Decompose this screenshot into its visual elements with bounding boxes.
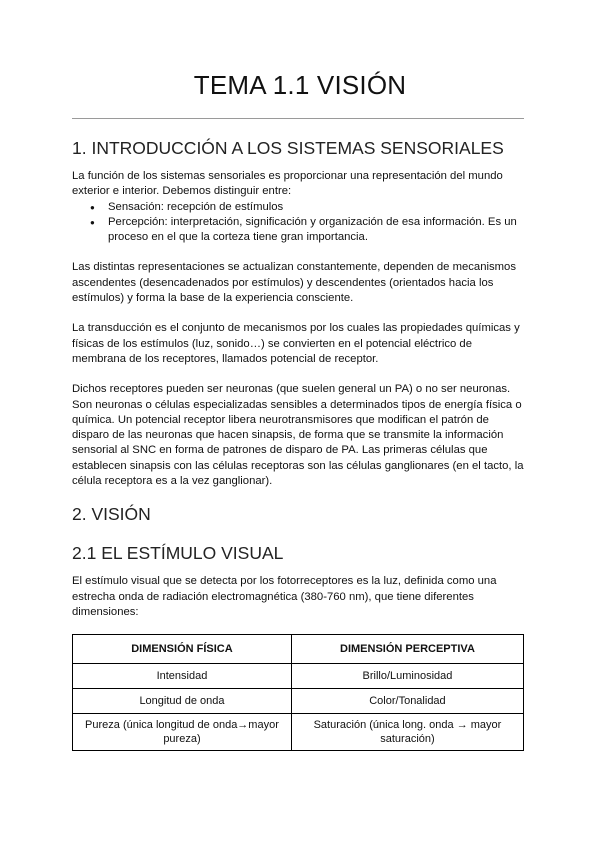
paragraph: El estímulo visual que se detecta por los fotorreceptores es la luz, definida como una estrecha onda de radiación electromagnética (380-760 nm), que tiene diferentes dimensiones: [72, 575, 497, 618]
table-cell: Brillo/Luminosidad [291, 664, 523, 689]
table-header-row [73, 635, 524, 664]
table-row [73, 714, 524, 751]
page-title: TEMA 1.1 VISIÓN [193, 70, 407, 100]
section-heading-vision: 2. VISIÓN [72, 504, 151, 525]
table-cell: Saturación (única long. onda → mayor saturación) [291, 714, 523, 751]
table-cell: Intensidad [73, 664, 292, 689]
table-cell: Color/Tonalidad [291, 689, 523, 714]
document-body [72, 138, 528, 751]
table-row [73, 689, 524, 714]
table-row [73, 664, 524, 689]
section-heading-visual-stimulus: 2.1 EL ESTÍMULO VISUAL [72, 543, 284, 564]
title-divider [72, 118, 524, 119]
list-item: ● Sensación: recepción de estímulos [108, 200, 528, 215]
dimensions-table [72, 634, 524, 751]
section-heading-intro: 1. INTRODUCCIÓN A LOS SISTEMAS SENSORIALES [72, 138, 504, 158]
paragraph: La función de los sistemas sensoriales es proporcionar una representación del mundo exterior e interior. Debemos distinguir entre: [72, 170, 503, 198]
table-cell: Pureza (única longitud de onda→mayor pureza) [73, 714, 292, 751]
paragraph: La transducción es el conjunto de mecanismos por los cuales las propiedades químicas y físicas de los estímulos (luz, sonido…) se convierten en el potencial eléctrico de membrana de los receptores, llamados potencial de receptor. [72, 322, 520, 365]
bullet-list [72, 200, 528, 246]
paragraph: Dichos receptores pueden ser neuronas (que suelen general un PA) o no ser neuronas. Son neuronas o células especializadas sensibles a determinados tipos de energía física o química. Un potencial receptor libera neurotransmisores que modifican el patrón de disparo de las neuronas que hacen sinapsis, de forma que se transmite la información sensorial al SNC en forma de patrones de disparo de PA. Las primeras células que establecen sinapsis con las células receptoras son las células ganglionares (en el tacto, la célula receptora es a la vez ganglionar). [72, 383, 524, 488]
table-header-cell: DIMENSIÓN PERCEPTIVA [291, 635, 523, 664]
table-cell: Longitud de onda [73, 689, 292, 714]
paragraph: Las distintas representaciones se actualizan constantemente, dependen de mecanismos ascendentes (desencadenados por estímulos) y descendentes (orientados hacia los estímulos) y forma la base de la experiencia consciente. [72, 261, 516, 305]
table-header-cell: DIMENSIÓN FÍSICA [73, 635, 292, 664]
list-item: ● Percepción: interpretación, significación y organización de esa información. Es un proceso en el que la corteza tiene gran importancia. [108, 215, 528, 246]
